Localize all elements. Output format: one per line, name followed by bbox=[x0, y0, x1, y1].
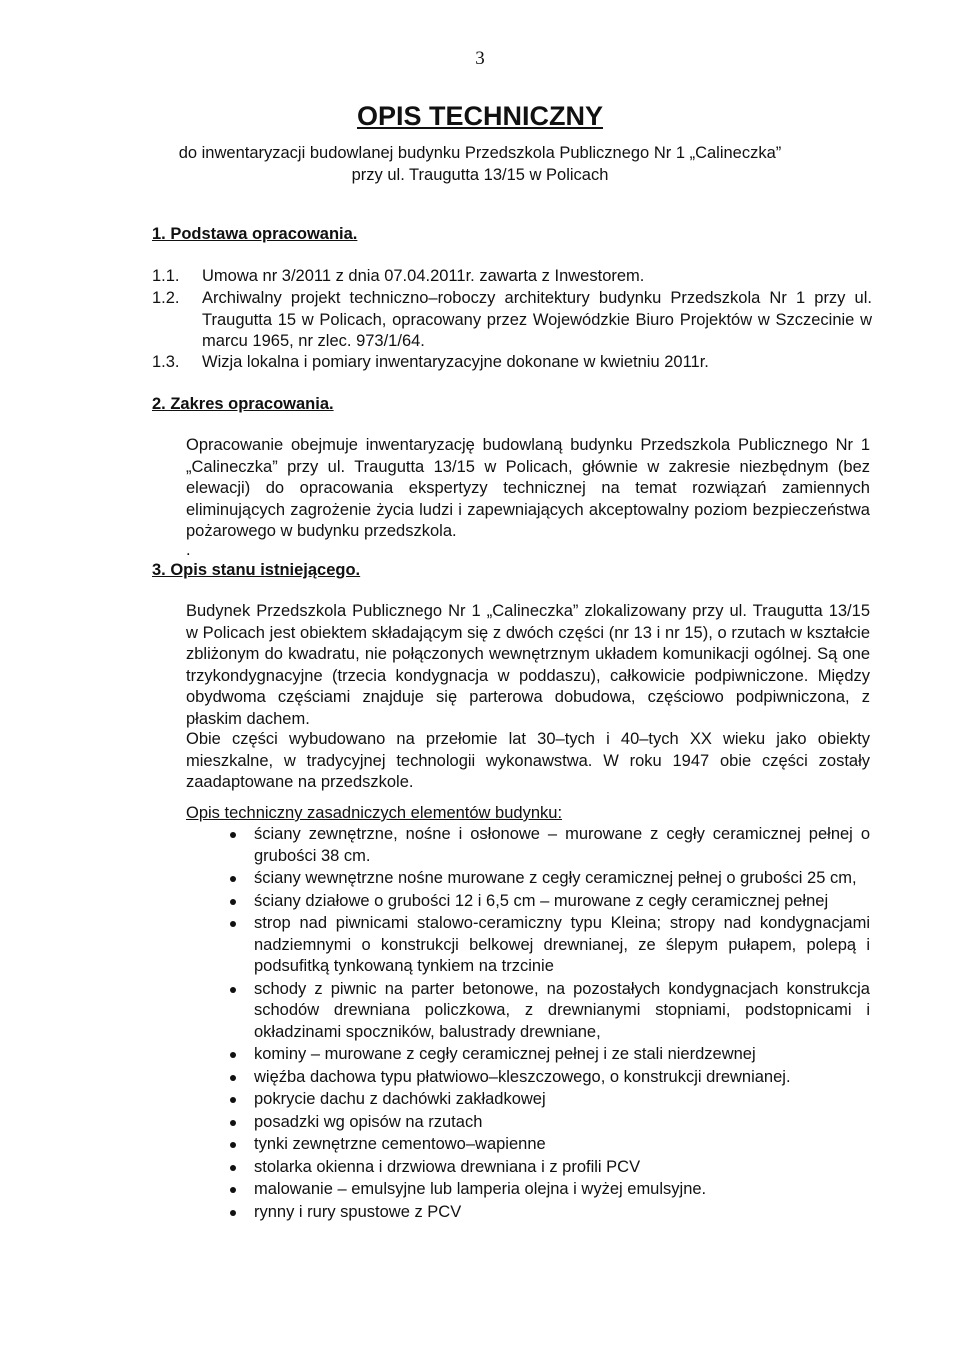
bullet-icon bbox=[230, 876, 236, 882]
item-number: 1.3. bbox=[152, 353, 180, 371]
list-item bbox=[186, 1157, 870, 1179]
list-item bbox=[186, 1134, 870, 1156]
item-text: Wizja lokalna i pomiary inwentaryzacyjne dokonane w kwietniu 2011r. bbox=[202, 353, 709, 371]
list-item-text: ściany działowe o grubości 12 i 6,5 cm – murowane z cegły ceramicznej pełnej bbox=[254, 891, 829, 910]
section-2-heading: 2. Zakres opracowania. bbox=[152, 395, 334, 413]
bullet-icon bbox=[230, 1165, 236, 1171]
stray-mark: . bbox=[186, 541, 191, 559]
section-2-paragraph: Opracowanie obejmuje inwentaryzację budowlaną budynku Przedszkola Publicznego Nr 1 „Calineczka” przy ul. Traugutta 13/15 w Policach, głównie w zakresie niezbędnym (bez elewacji) do opracowania ekspertyzy technicznej na temat rozwiązań zamiennych eliminujących zagrożenie życia ludzi i zapewniających akceptowalny poziom bezpieczeństwa pożarowego w budynku przedszkola. bbox=[186, 436, 870, 540]
bullet-icon bbox=[230, 921, 236, 927]
list-item bbox=[186, 1044, 870, 1066]
page-number: 3 bbox=[475, 48, 485, 69]
elements-list bbox=[186, 824, 870, 1224]
bullet-icon bbox=[230, 1210, 236, 1216]
item-number: 1.1. bbox=[152, 267, 180, 285]
list-item bbox=[186, 1179, 870, 1201]
section-3-paragraph-2: Obie części wybudowano na przełomie lat 30–tych i 40–tych XX wieku jako obiekty mieszkalne, w tradycyjnej technologii wykonawstwa. W roku 1947 obie części zostały zaadaptowane na przedszkole. bbox=[186, 730, 870, 791]
bullet-icon bbox=[230, 832, 236, 838]
item-text: Archiwalny projekt techniczno–roboczy architektury budynku Przedszkola Nr 1 przy ul. Traugutta 15 w Policach, opracowany przez Wojewódzkie Biuro Projektów w Szczecinie w marcu 1965, nr zlec. 973/1/64. bbox=[202, 289, 872, 350]
list-item bbox=[186, 1112, 870, 1134]
list-item-text: posadzki wg opisów na rzutach bbox=[254, 1112, 483, 1131]
subtitle-line-1: do inwentaryzacji budowlanej budynku Przedszkola Publicznego Nr 1 „Calineczka” bbox=[178, 144, 782, 162]
list-item bbox=[186, 1202, 870, 1224]
list-item bbox=[186, 1089, 870, 1111]
bullet-icon bbox=[230, 1187, 236, 1193]
list-item-text: schody z piwnic na parter betonowe, na pozostałych kondygnacjach konstrukcja schodów drewniana policzkowa, z drewnianymi stopniami, podstopnicami i okładzinami spoczników, balustrady drewniane, bbox=[254, 979, 870, 1041]
section-3-heading: 3. Opis stanu istniejącego. bbox=[152, 561, 361, 579]
bullet-icon bbox=[230, 1120, 236, 1126]
bullet-icon bbox=[230, 1075, 236, 1081]
list-item-text: ściany wewnętrzne nośne murowane z cegły ceramicznej pełnej o grubości 25 cm, bbox=[254, 869, 857, 887]
bullet-icon bbox=[230, 987, 236, 993]
list-item-text: stolarka okienna i drzwiowa drewniana i z profili PCV bbox=[254, 1157, 641, 1176]
list-item bbox=[186, 1067, 870, 1089]
list-item-text: więźba dachowa typu płatwiowo–kleszczowego, o konstrukcji drewnianej. bbox=[254, 1067, 791, 1086]
elements-list-heading: Opis techniczny zasadniczych elementów budynku: bbox=[186, 804, 563, 822]
item-number: 1.2. bbox=[152, 289, 180, 307]
subtitle-line-2: przy ul. Traugutta 13/15 w Policach bbox=[351, 165, 609, 184]
item-text: Umowa nr 3/2011 z dnia 07.04.2011r. zawarta z Inwestorem. bbox=[202, 267, 645, 285]
list-item-text: tynki zewnętrzne cementowo–wapienne bbox=[254, 1135, 546, 1153]
list-item bbox=[186, 824, 870, 867]
list-item-text: malowanie – emulsyjne lub lamperia olejna i wyżej emulsyjne. bbox=[254, 1180, 707, 1198]
document-subtitle bbox=[0, 143, 960, 186]
list-item bbox=[186, 868, 870, 890]
section-3-paragraph-1: Budynek Przedszkola Publicznego Nr 1 „Calineczka” zlokalizowany przy ul. Traugutta 13/15 w Policach jest obiektem składającym się z dwóch części (nr 13 i nr 15), o rzutach w kształcie zbliżonym do kwadratu, nie połączonych wewnętrznym układem komunikacji ogólnej. Są one trzykondygnacyjne (trzecia kondygnacja w poddaszu), całkowicie podpiwniczone. Między obydwoma częściami znajduje się parterowa dobudowa, częściowo podpiwniczona, z płaskim dachem. bbox=[186, 602, 870, 728]
list-item-text: ściany zewnętrzne, nośne i osłonowe – murowane z cegły ceramicznej pełnej o grubości 38 cm. bbox=[254, 825, 870, 865]
bullet-icon bbox=[230, 899, 236, 905]
section-1-heading: 1. Podstawa opracowania. bbox=[152, 225, 358, 243]
list-item bbox=[186, 891, 870, 913]
bullet-icon bbox=[230, 1097, 236, 1103]
list-item-text: pokrycie dachu z dachówki zakładkowej bbox=[254, 1090, 546, 1108]
document-title: OPIS TECHNICZNY bbox=[356, 101, 604, 131]
list-item bbox=[186, 913, 870, 978]
list-item bbox=[186, 979, 870, 1044]
bullet-icon bbox=[230, 1052, 236, 1058]
list-item-text: kominy – murowane z cegły ceramicznej pełnej i ze stali nierdzewnej bbox=[254, 1045, 756, 1063]
bullet-icon bbox=[230, 1142, 236, 1148]
list-item-text: rynny i rury spustowe z PCV bbox=[254, 1202, 462, 1221]
list-item-text: strop nad piwnicami stalowo-ceramiczny typu Kleina; stropy nad kondygnacjami nadziemnymi o konstrukcji belkowej drewnianej, ze ślepym pułapem, polepą i podsufitką tynkowaną tynkiem na trzcinie bbox=[254, 914, 870, 975]
